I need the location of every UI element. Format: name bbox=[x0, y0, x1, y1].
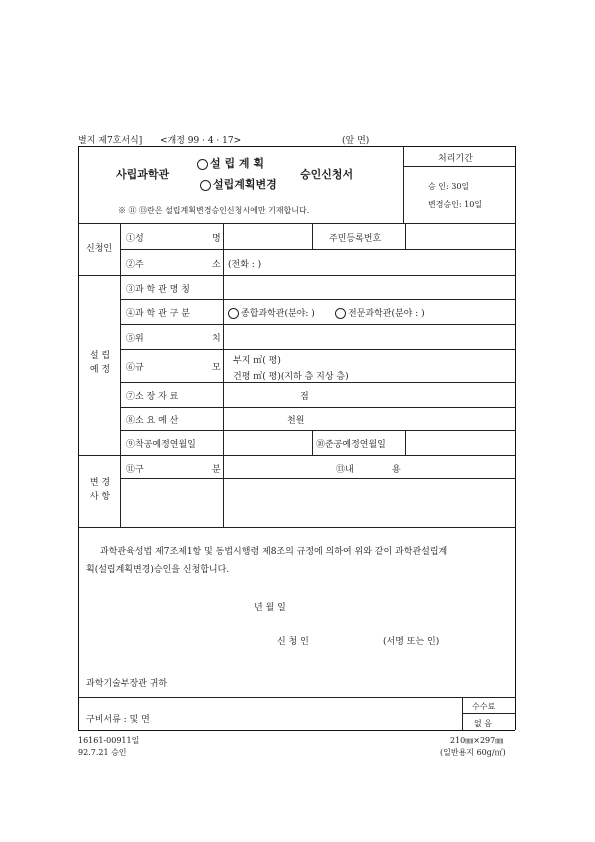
address-label-end: 소 bbox=[212, 260, 221, 270]
circle-icon bbox=[197, 159, 208, 170]
page-side-label: (앞 면) bbox=[342, 136, 370, 146]
date-line: 년 월 일 bbox=[254, 603, 286, 613]
location-label-end: 치 bbox=[212, 334, 221, 344]
attachments-label: 구비서류 : 및 면 bbox=[86, 715, 150, 725]
addressee: 과학기술부장관 귀하 bbox=[86, 679, 168, 689]
circle-icon bbox=[228, 308, 239, 319]
start-date-label: ⑨착공예정연월일 bbox=[126, 440, 196, 450]
processing-header: 처리기간 bbox=[438, 154, 473, 164]
location-label: ⑤위 bbox=[126, 334, 144, 344]
phone-field: (전화 : ) bbox=[228, 260, 262, 270]
category-general-option[interactable]: 종합과학관(분야: ) bbox=[228, 306, 315, 319]
name-label: ①성 bbox=[126, 234, 144, 244]
change-item-label-end: 분 bbox=[212, 465, 221, 475]
budget-unit: 천원 bbox=[287, 416, 305, 426]
category-label: ④과 학 관 구 분 bbox=[126, 309, 190, 319]
fee-value: 없 음 bbox=[474, 719, 492, 728]
collection-label: ⑦소 장 자 료 bbox=[126, 392, 179, 402]
building-area: 건평 ㎡( 평)(지하 층 지상 층) bbox=[233, 372, 349, 382]
collection-unit: 점 bbox=[300, 392, 309, 402]
land-area: 부지 ㎡( 평) bbox=[233, 356, 281, 366]
declaration-line2: 획(설립계획변경)승인을 신청합니다. bbox=[86, 565, 230, 575]
budget-label: ⑧소 요 예 산 bbox=[126, 416, 179, 426]
section-change: 변 경 사 항 bbox=[89, 478, 111, 502]
change-content-label: ⑬내 bbox=[336, 465, 354, 475]
end-date-label: ⑩준공예정연월일 bbox=[316, 440, 386, 450]
signature-applicant: 신 청 인 bbox=[277, 637, 309, 647]
section-plan: 설 립 예 정 bbox=[89, 351, 111, 375]
museum-name-label: ③과 학 관 명 칭 bbox=[126, 285, 190, 295]
footer-paper-size: 210㎜×297㎜ bbox=[450, 736, 504, 745]
scale-label-end: 모 bbox=[212, 363, 221, 373]
declaration-line1: 과학관육성법 제7조제1항 및 동법시행령 제8조의 규정에 의하여 위와 같이 과학관설립계 bbox=[100, 547, 448, 557]
title-option-change: 설립계획변경 bbox=[200, 176, 277, 192]
form-id: 별지 제7호서식] bbox=[78, 136, 143, 146]
fee-header: 수수료 bbox=[472, 702, 496, 711]
footer-approval-date: 92.7.21 승인 bbox=[78, 748, 127, 757]
footer-paper-type: (일반용지 60g/㎡) bbox=[440, 748, 506, 757]
title-option-plan: 설 립 계 획 bbox=[197, 155, 264, 171]
circle-icon bbox=[200, 180, 211, 191]
category-special-option[interactable]: 전문과학관(분야 : ) bbox=[335, 306, 425, 319]
signature-hint: (서명 또는 인) bbox=[383, 637, 440, 647]
scale-label: ⑥규 bbox=[126, 363, 144, 373]
change-item-label: ⑪구 bbox=[126, 465, 144, 475]
instruction-note: ※ ⑪ ⑬란은 설립계획변경승인신청시에만 기재합니다. bbox=[118, 206, 310, 215]
address-label: ②주 bbox=[126, 260, 144, 270]
processing-change: 변경승인: 10일 bbox=[428, 200, 483, 209]
section-applicant: 신청인 bbox=[86, 244, 113, 254]
title-org: 사립과학관 bbox=[116, 168, 170, 181]
change-content-label-end: 용 bbox=[392, 465, 401, 475]
title-suffix: 승인신청서 bbox=[300, 168, 354, 181]
footer-code: 16161-00911일 bbox=[78, 736, 140, 745]
resident-id-label: 주민등록번호 bbox=[329, 234, 382, 244]
processing-approval: 승 인: 30일 bbox=[428, 182, 470, 191]
name-label-end: 명 bbox=[212, 234, 221, 244]
circle-icon bbox=[335, 308, 346, 319]
revision-date: <개정 99 · 4 · 17> bbox=[160, 136, 242, 146]
